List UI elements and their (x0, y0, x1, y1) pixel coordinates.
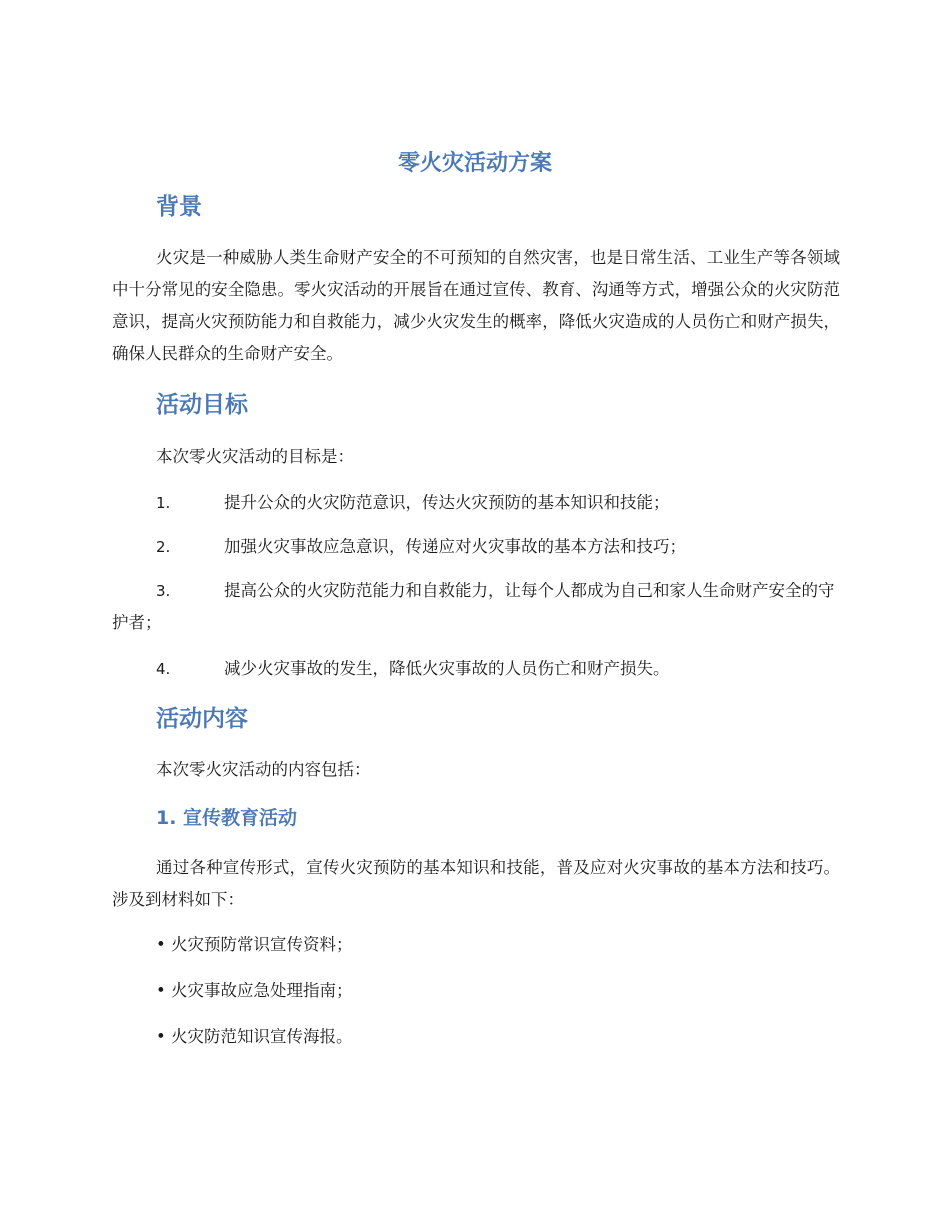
goal-item-text: 加强火灾事故应急意识，传递应对火灾事故的基本方法和技巧； (224, 537, 686, 556)
goal-item-text: 提升公众的火灾防范意识，传达火灾预防的基本知识和技能； (224, 493, 670, 512)
goal-item-text: 减少火灾事故的发生，降低火灾事故的人员伤亡和财产损失。 (224, 659, 670, 678)
goal-item-number: 3. (156, 582, 171, 600)
section-heading-goals: 活动目标 (156, 392, 248, 418)
goal-item-number: 1. (156, 494, 171, 512)
goal-item-number: 4. (156, 660, 171, 678)
goal-item-2 (112, 531, 840, 563)
background-paragraph: 火灾是一种威胁人类生命财产安全的不可预知的自然灾害，也是日常生活、工业生产等各领域中十分常见的安全隐患。零火灾活动的开展旨在通过宣传、教育、沟通等方式，增强公众的火灾防范意识，提高火灾预防能力和自救能力，减少火灾发生的概率，降低火灾造成的人员伤亡和财产损失，确保人民群众的生命财产安全。 (112, 248, 840, 363)
material-bullet-1: • 火灾预防常识宣传资料； (156, 935, 353, 954)
goal-item-3 (112, 575, 840, 639)
document-title: 零火灾活动方案 (397, 151, 552, 176)
section-heading-content: 活动内容 (156, 706, 248, 732)
goal-item-1 (112, 487, 840, 519)
material-bullet-3: • 火灾防范知识宣传海报。 (156, 1027, 353, 1046)
material-bullet-2: • 火灾事故应急处理指南； (156, 981, 353, 1000)
publicity-paragraph: 通过各种宣传形式，宣传火灾预防的基本知识和技能，普及应对火灾事故的基本方法和技巧。涉及到材料如下： (112, 858, 840, 909)
goal-item-number: 2. (156, 538, 171, 556)
goal-item-4 (112, 653, 840, 685)
section-heading-background: 背景 (156, 194, 202, 220)
goal-item-text: 提高公众的火灾防范能力和自救能力，让每个人都成为自己和家人生命财产安全的守护者； (112, 581, 835, 632)
subsection-heading-publicity: 1. 宣传教育活动 (156, 807, 298, 829)
content-intro: 本次零火灾活动的内容包括： (156, 760, 371, 779)
goals-intro: 本次零火灾活动的目标是： (156, 447, 354, 466)
